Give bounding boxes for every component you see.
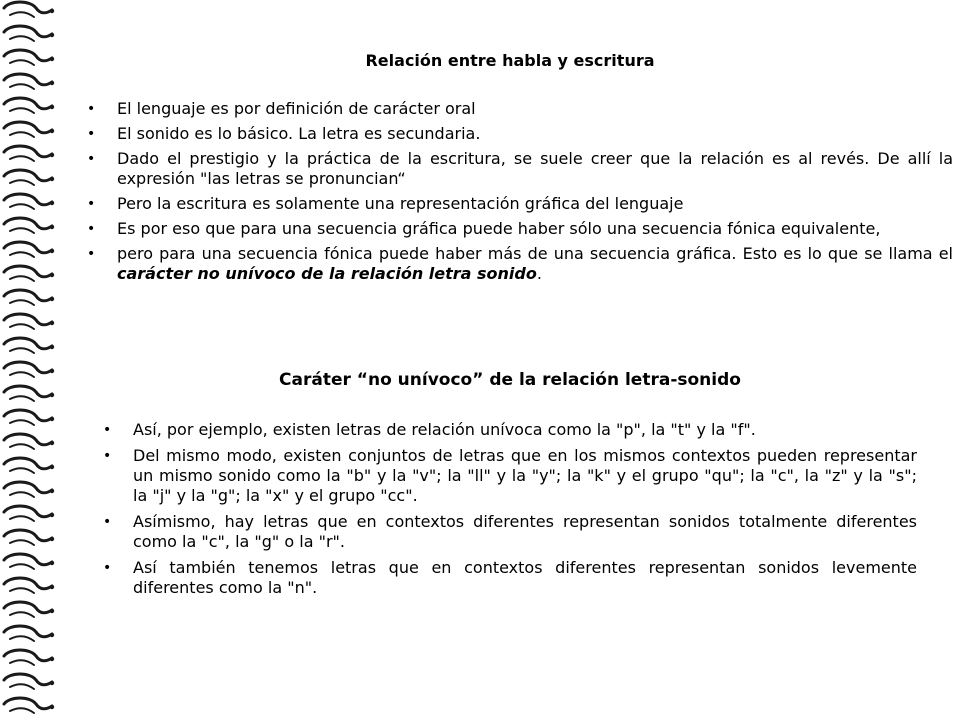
list-item-text: El sonido es lo básico. La letra es secundaria. xyxy=(117,124,481,143)
spiral-ring-icon xyxy=(4,602,54,617)
spiral-ring-icon xyxy=(4,26,54,41)
section1-list xyxy=(87,99,953,289)
bullet-icon: • xyxy=(87,151,96,167)
list-item-text: El lenguaje es por definición de carácter oral xyxy=(117,99,476,118)
spiral-binding xyxy=(0,0,62,720)
bullet-icon: • xyxy=(103,560,112,576)
bullet-icon: • xyxy=(103,422,112,438)
list-item-text: Así también tenemos letras que en contextos diferentes representan sonidos levemente diferentes como la "n". xyxy=(133,558,917,597)
list-item xyxy=(87,219,953,239)
spiral-ring-icon xyxy=(4,98,54,113)
list-item xyxy=(87,194,953,214)
spiral-ring-icon xyxy=(4,530,54,545)
list-item xyxy=(103,420,917,440)
spiral-ring-icon xyxy=(4,626,54,641)
bullet-icon: • xyxy=(103,514,112,530)
list-item xyxy=(103,446,917,506)
spiral-ring-icon xyxy=(4,482,54,497)
list-item xyxy=(87,99,953,119)
spiral-ring-icon xyxy=(4,674,54,689)
spiral-ring-icon xyxy=(4,242,54,257)
spiral-ring-icon xyxy=(4,218,54,233)
spiral-ring-icon xyxy=(4,170,54,185)
section2-list xyxy=(103,420,917,604)
bullet-icon: • xyxy=(103,448,112,464)
spiral-ring-icon xyxy=(4,74,54,89)
spiral-ring-icon xyxy=(4,410,54,425)
bullet-icon: • xyxy=(87,196,96,212)
section2-title: Caráter “no unívoco” de la relación letra-sonido xyxy=(279,370,741,390)
list-item-text: Asímismo, hay letras que en contextos diferentes representan sonidos totalmente diferentes como la "c", la "g" o la "r". xyxy=(133,512,917,551)
list-item xyxy=(103,512,917,552)
spiral-ring-icon xyxy=(4,698,54,713)
spiral-ring-icon xyxy=(4,266,54,281)
spiral-ring-icon xyxy=(4,290,54,305)
spiral-ring-icon xyxy=(4,2,54,17)
spiral-ring-icon xyxy=(4,578,54,593)
spiral-ring-icon xyxy=(4,194,54,209)
spiral-ring-icon xyxy=(4,506,54,521)
list-item xyxy=(87,149,953,189)
list-item xyxy=(103,558,917,598)
bullet-icon: • xyxy=(87,126,96,142)
list-item-text: Dado el prestigio y la práctica de la escritura, se suele creer que la relación es al revés. De allí la expresión "las letras se pronuncian“ xyxy=(117,149,953,188)
bullet-icon: • xyxy=(87,101,96,117)
list-item-text-end: . xyxy=(536,264,542,283)
spiral-ring-icon xyxy=(4,650,54,665)
spiral-ring-icon xyxy=(4,314,54,329)
spiral-ring-icon xyxy=(4,338,54,353)
list-item xyxy=(87,124,953,144)
spiral-ring-icon xyxy=(4,458,54,473)
list-item xyxy=(87,244,953,284)
list-item-text: Del mismo modo, existen conjuntos de letras que en los mismos contextos pueden representar un mismo sonido como la "b" y la "v"; la "ll" y la "y"; la "k" y el grupo "qu"; la "c", la "z" y la "s"; la "j" y la "g"; la "x" y el grupo "cc". xyxy=(133,446,917,505)
spiral-ring-icon xyxy=(4,362,54,377)
section1-title: Relación entre habla y escritura xyxy=(365,51,655,70)
bullet-icon: • xyxy=(87,221,96,237)
list-item-text: Así, por ejemplo, existen letras de relación unívoca como la "p", la "t" y la "f". xyxy=(133,420,756,439)
spiral-ring-icon xyxy=(4,122,54,137)
spiral-ring-icon xyxy=(4,554,54,569)
list-item-text: pero para una secuencia fónica puede haber más de una secuencia gráfica. Esto es lo que se llama el xyxy=(117,244,953,263)
spiral-ring-icon xyxy=(4,434,54,449)
spiral-ring-icon xyxy=(4,146,54,161)
list-item-text: Pero la escritura es solamente una representación gráfica del lenguaje xyxy=(117,194,684,213)
bullet-icon: • xyxy=(87,246,96,262)
emphasis-text: carácter no unívoco de la relación letra sonido xyxy=(117,264,537,283)
spiral-ring-icon xyxy=(4,386,54,401)
spiral-ring-icon xyxy=(4,50,54,65)
list-item-text: Es por eso que para una secuencia gráfica puede haber sólo una secuencia fónica equivalente, xyxy=(117,219,881,238)
